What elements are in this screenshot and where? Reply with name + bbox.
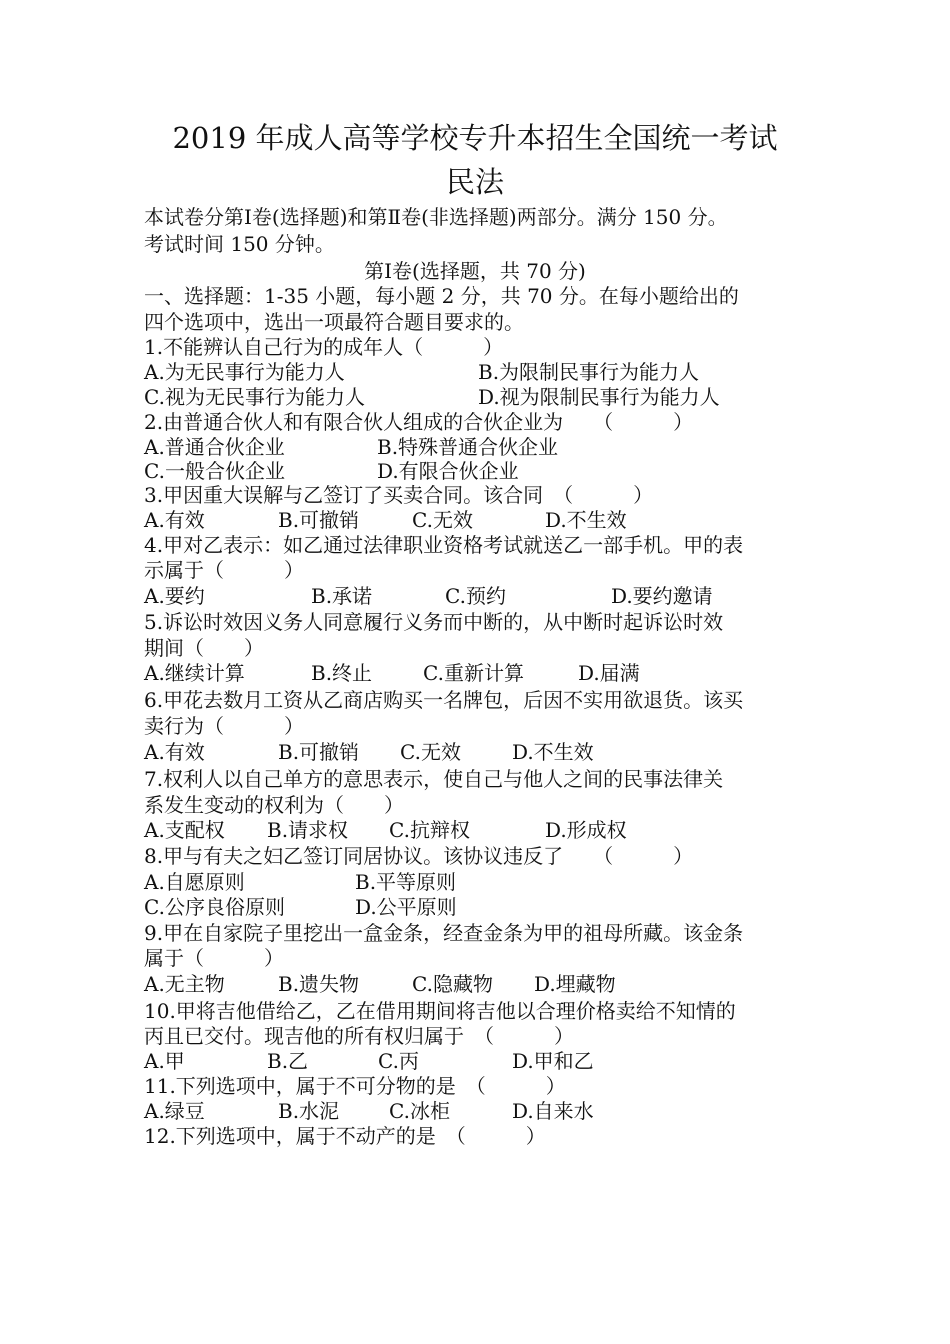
instruction-text: 一、选择题：1-35 小题，每小题 2 分，共 70 分。在每小题给出的 (144, 284, 739, 308)
option-a[interactable]: A.绿豆 (144, 1099, 205, 1123)
option-c[interactable]: C.丙 (378, 1049, 419, 1073)
option-b[interactable]: B.请求权 (267, 818, 349, 842)
intro-text: 本试卷分第Ⅰ卷(选择题)和第Ⅱ卷(非选择题)两部分。满分 150 分。 (144, 205, 728, 229)
exam-subject: 民法 (445, 165, 504, 199)
question-stem-text: 5.诉讼时效因义务人同意履行义务而中断的，从中断时起诉讼时效 (144, 610, 724, 634)
option-d[interactable]: D.届满 (578, 661, 640, 685)
question-stem-text: 10.甲将吉他借给乙，乙在借用期间将吉他以合理价格卖给不知情的 (144, 999, 736, 1023)
question-stem-text: 1.不能辨认自己行为的成年人（ ） (144, 335, 504, 359)
option-c[interactable]: C.冰柜 (389, 1099, 450, 1123)
option-c[interactable]: C.无效 (400, 740, 461, 764)
option-a[interactable]: A.无主物 (144, 972, 225, 996)
question-10-stem (144, 1024, 574, 1049)
option-a[interactable]: A.普通合伙企业 (144, 435, 285, 459)
question-6-stem (144, 714, 304, 739)
option-c[interactable]: C.公序良俗原则 (144, 895, 285, 919)
option-d[interactable]: D.甲和乙 (512, 1049, 594, 1073)
option-d[interactable]: D.有限合伙企业 (377, 459, 519, 483)
question-stem-text: 示属于（ ） (144, 558, 304, 582)
option-d[interactable]: D.视为限制民事行为能力人 (478, 385, 720, 409)
option-b[interactable]: B.终止 (311, 661, 373, 685)
question-7-stem (144, 793, 404, 818)
question-stem-text: 9.甲在自家院子里挖出一盒金条，经查金条为甲的祖母所藏。该金条 (144, 921, 744, 945)
option-c[interactable]: C.重新计算 (423, 661, 524, 685)
question-stem-text: 卖行为（ ） (144, 714, 304, 738)
option-c[interactable]: C.抗辩权 (389, 818, 470, 842)
question-stem-text: 7.权利人以自己单方的意思表示，使自己与他人之间的民事法律关 (144, 767, 724, 791)
question-stem-text: 6.甲花去数月工资从乙商店购买一名牌包，后因不实用欲退货。该买 (144, 688, 744, 712)
option-c[interactable]: C.预约 (445, 584, 506, 608)
question-10-stem (144, 999, 736, 1024)
exam-title: 2019 年成人高等学校专升本招生全国统一考试 (172, 121, 778, 155)
option-c[interactable]: C.一般合伙企业 (144, 459, 285, 483)
option-c[interactable]: C.无效 (412, 508, 473, 532)
question-stem-text: 丙且已交付。现吉他的所有权归属于 （ ） (144, 1024, 574, 1048)
option-a[interactable]: A.继续计算 (144, 661, 245, 685)
question-9-stem (144, 921, 743, 946)
option-b[interactable]: B.水泥 (278, 1099, 340, 1123)
question-stem-text: 期间（ ） (144, 636, 264, 660)
option-c[interactable]: C.视为无民事行为能力人 (144, 385, 365, 409)
option-a[interactable]: A.自愿原则 (144, 870, 245, 894)
instruction-line (144, 284, 739, 309)
option-a[interactable]: A.有效 (144, 508, 205, 532)
option-d[interactable]: D.埋藏物 (534, 972, 616, 996)
option-d[interactable]: D.不生效 (545, 508, 627, 532)
option-a[interactable]: A.为无民事行为能力人 (144, 360, 345, 384)
question-stem-text: 3.甲因重大误解与乙签订了买卖合同。该合同 （ ） (144, 483, 654, 507)
question-stem-text: 属于（ ） (144, 946, 284, 970)
question-stem-text: 8.甲与有夫之妇乙签订同居协议。该协议违反了 （ ） (144, 844, 694, 868)
option-d[interactable]: D.公平原则 (355, 895, 457, 919)
option-d[interactable]: D.要约邀请 (611, 584, 713, 608)
option-a[interactable]: A.甲 (144, 1049, 185, 1073)
question-6-stem (144, 688, 743, 713)
question-stem-text: 11.下列选项中，属于不可分物的是 （ ） (144, 1074, 566, 1098)
question-stem-text: 系发生变动的权利为（ ） (144, 793, 404, 817)
intro-line (144, 205, 728, 230)
option-d[interactable]: D.自来水 (512, 1099, 594, 1123)
question-stem-text: 2.由普通合伙人和有限合伙人组成的合伙企业为 （ ） (144, 410, 694, 434)
question-8-stem (144, 844, 693, 869)
intro-text: 考试时间 150 分钟。 (144, 232, 335, 256)
option-a[interactable]: A.支配权 (144, 818, 225, 842)
question-stem-text: 12.下列选项中，属于不动产的是 （ ） (144, 1124, 546, 1148)
section-title: 第Ⅰ卷(选择题，共 70 分) (364, 259, 586, 283)
question-3-stem (144, 483, 653, 508)
question-1-stem (144, 335, 503, 360)
instruction-text: 四个选项中，选出一项最符合题目要求的。 (144, 310, 524, 334)
option-b[interactable]: B.可撤销 (278, 508, 360, 532)
question-2-stem (144, 410, 693, 435)
option-b[interactable]: B.平等原则 (355, 870, 457, 894)
instruction-line (144, 310, 524, 335)
question-7-stem (144, 767, 723, 792)
question-4-stem (144, 558, 304, 583)
option-b[interactable]: B.承诺 (311, 584, 373, 608)
question-11-stem (144, 1074, 566, 1099)
intro-line (144, 232, 335, 257)
option-d[interactable]: D.形成权 (545, 818, 627, 842)
option-b[interactable]: B.乙 (267, 1049, 309, 1073)
option-d[interactable]: D.不生效 (512, 740, 594, 764)
question-stem-text: 4.甲对乙表示：如乙通过法律职业资格考试就送乙一部手机。甲的表 (144, 533, 744, 557)
question-4-stem (144, 533, 743, 558)
option-a[interactable]: A.有效 (144, 740, 205, 764)
option-b[interactable]: B.为限制民事行为能力人 (478, 360, 700, 384)
option-b[interactable]: B.遗失物 (278, 972, 360, 996)
option-b[interactable]: B.特殊普通合伙企业 (377, 435, 559, 459)
option-b[interactable]: B.可撤销 (278, 740, 360, 764)
question-12-stem (144, 1124, 546, 1149)
option-a[interactable]: A.要约 (144, 584, 205, 608)
question-9-stem (144, 946, 284, 971)
question-5-stem (144, 610, 723, 635)
question-5-stem (144, 636, 264, 661)
option-c[interactable]: C.隐藏物 (412, 972, 493, 996)
